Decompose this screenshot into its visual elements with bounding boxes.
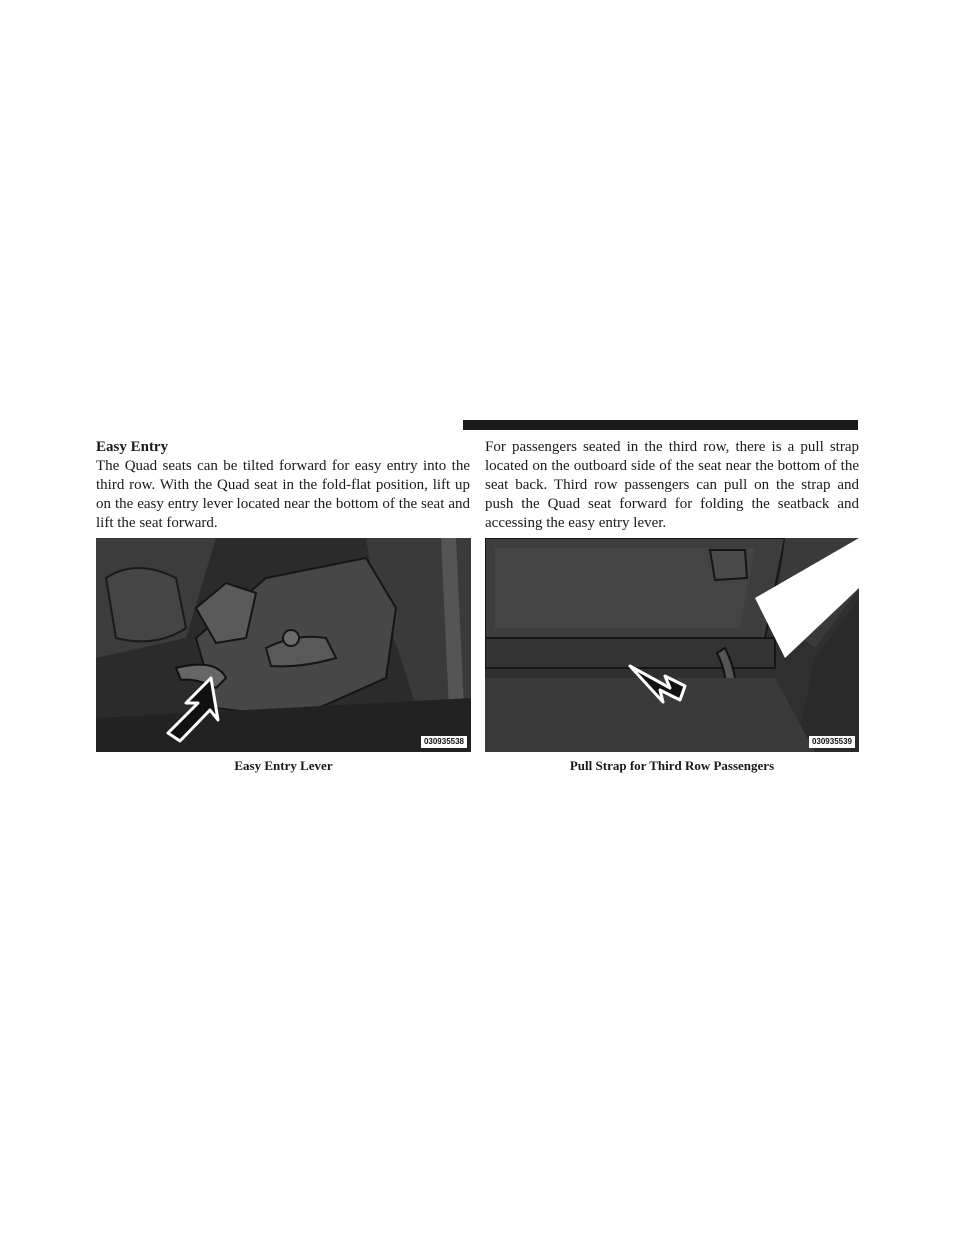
section-rule [463,420,858,430]
figure-caption: Easy Entry Lever [234,758,333,773]
figure-id-label: 030935539 [809,736,855,748]
seat-lever-drawing [96,538,471,752]
right-paragraph: For passengers seated in the third row, there is a pull strap located on the outboard side of the seat near the bottom of the seat back. Third row passengers can pull on the strap and push the Quad seat forward for folding the seatback and accessing the easy entry lever. [485,439,859,531]
easy-entry-lever-illustration [96,538,471,752]
section-heading: Easy Entry [96,439,169,455]
figure-caption: Pull Strap for Third Row Passengers [569,758,775,773]
figure-id-label: 030935538 [421,736,467,748]
right-column [485,438,859,533]
left-paragraph: The Quad seats can be tilted forward for easy entry into the third row. With the Quad seat in the fold-flat position, lift up on the easy entry lever located near the bottom of the seat and lift the seat forward. [96,458,470,531]
seat-strap-drawing [485,538,859,752]
pull-strap-illustration [485,538,859,752]
left-column [96,438,470,533]
